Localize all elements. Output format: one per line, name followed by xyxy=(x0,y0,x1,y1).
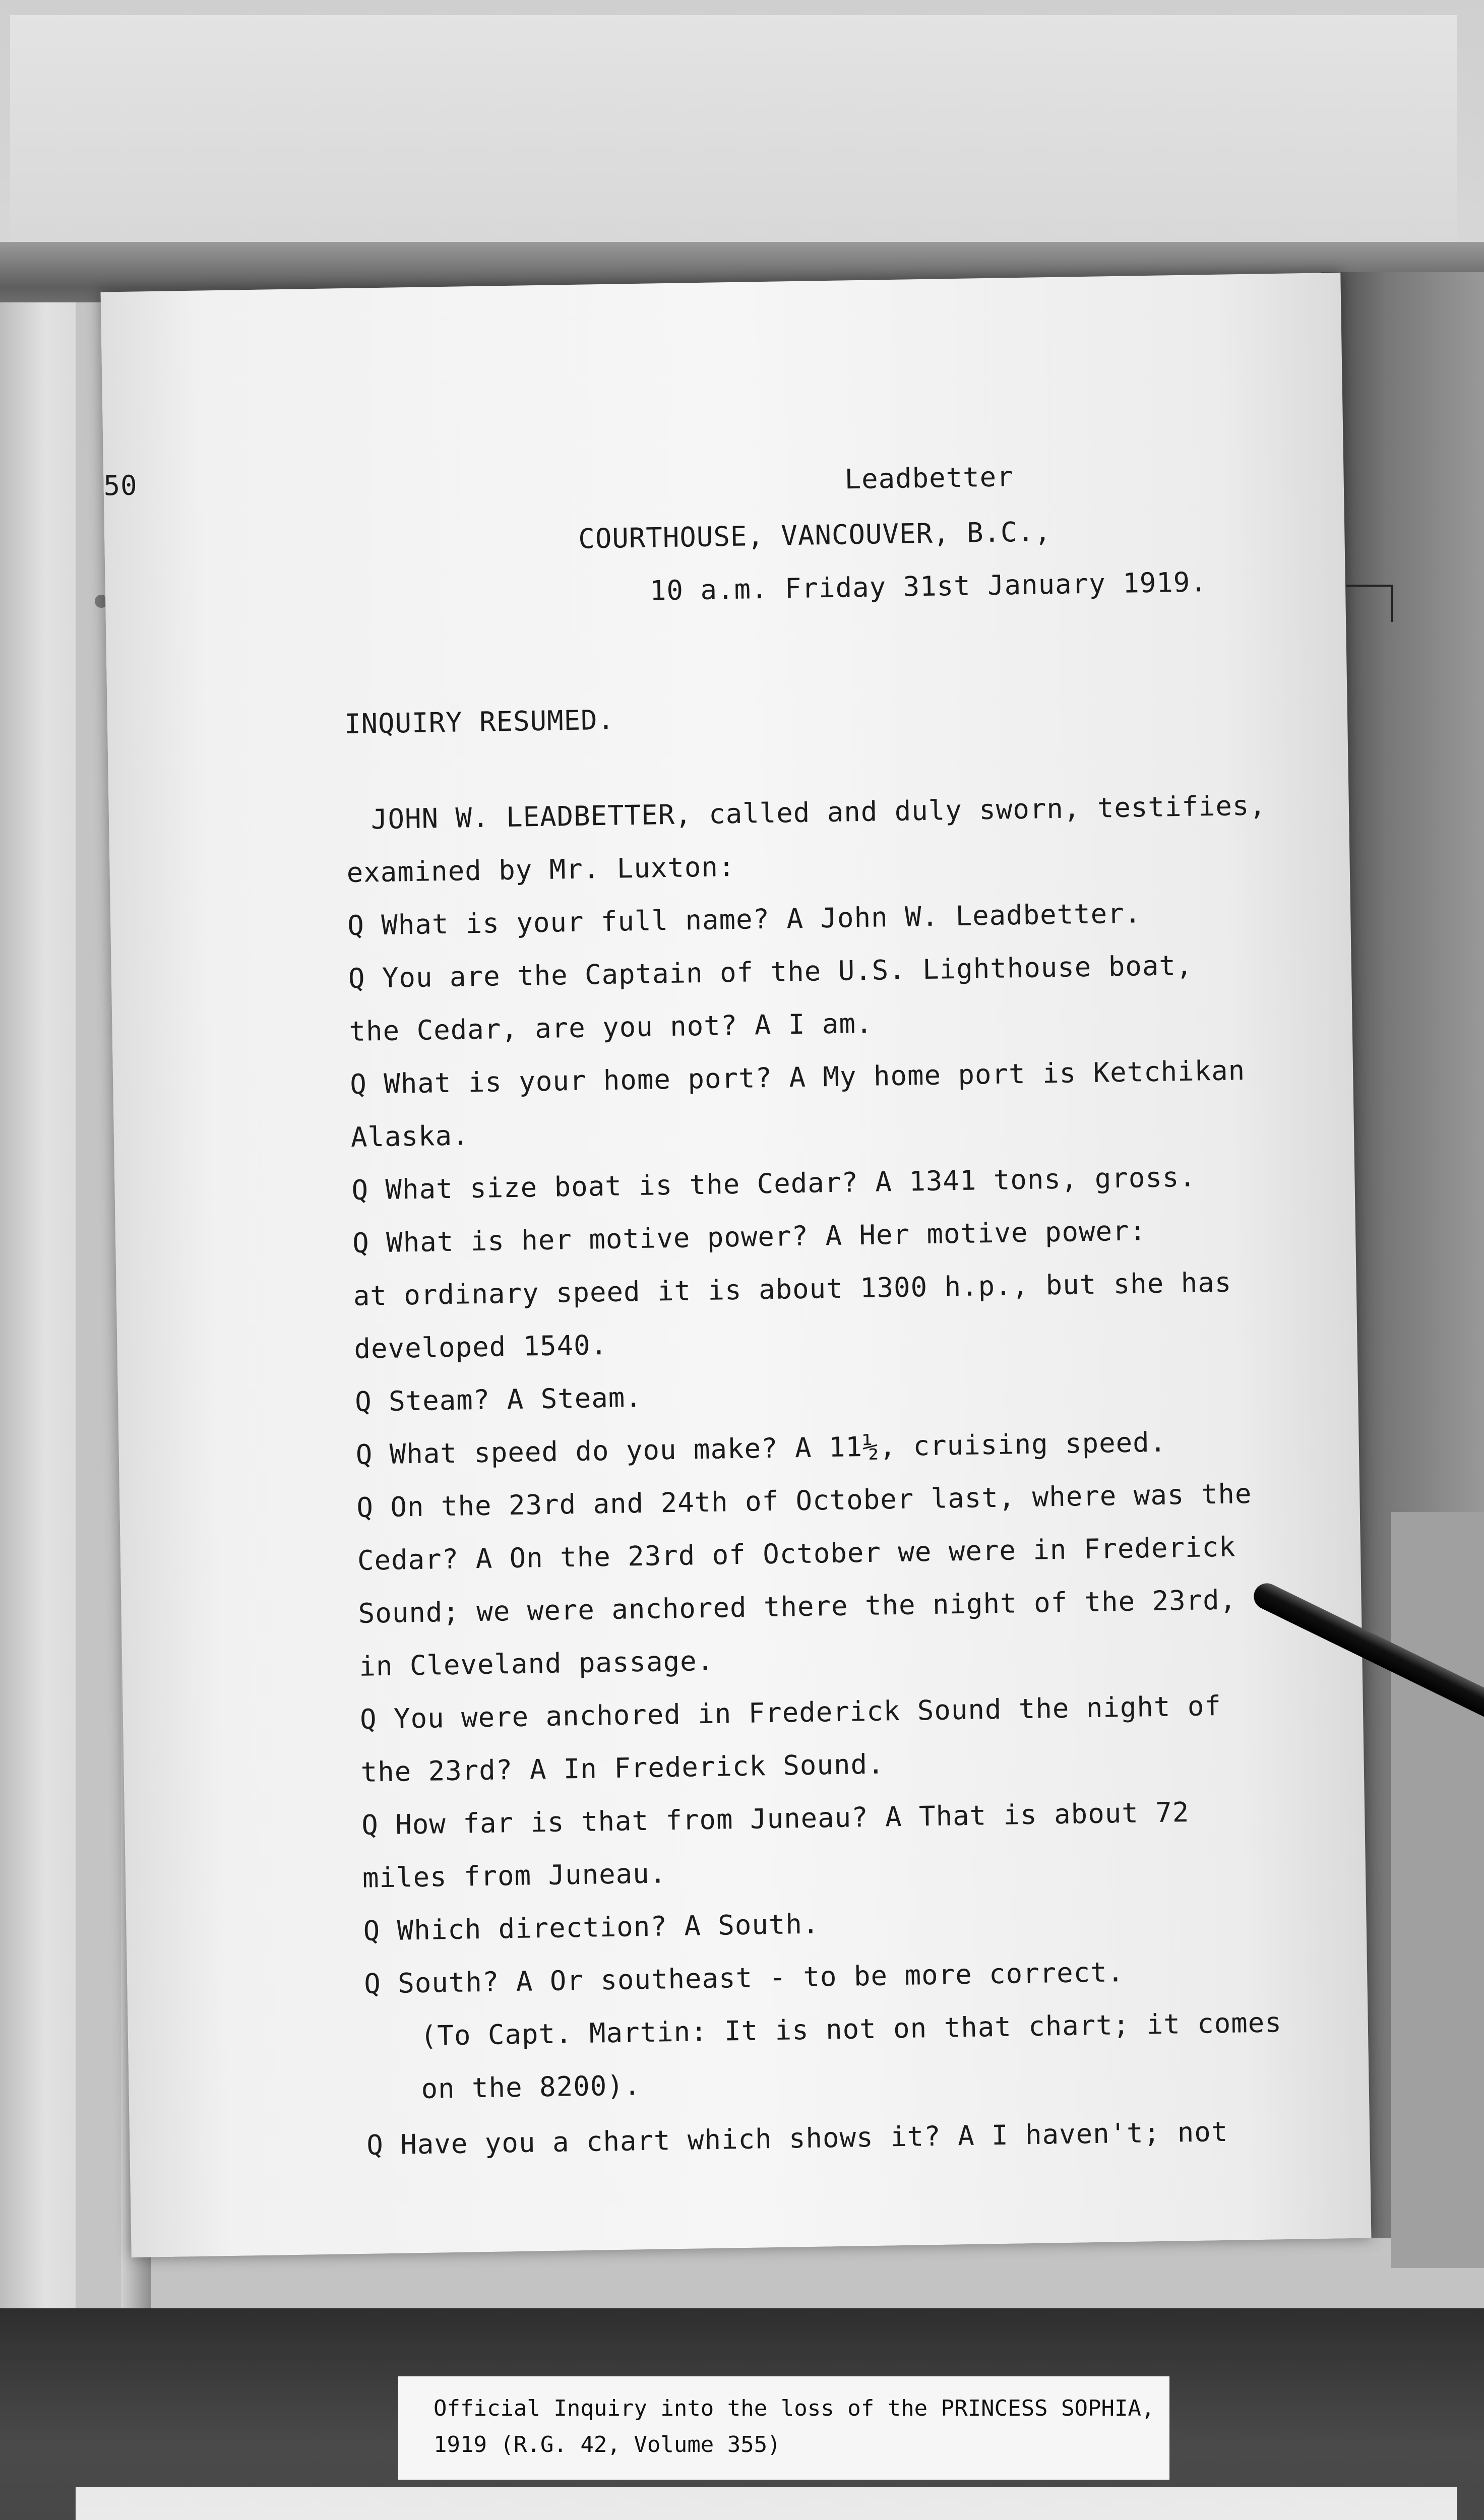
text-line: Cedar? A On the 23rd of October we were in Frederick xyxy=(357,1531,1236,1577)
text-line: Q What is your full name? A John W. Leadbetter. xyxy=(347,897,1142,942)
text-line: Q Have you a chart which shows it? A I haven't; not xyxy=(366,2115,1228,2161)
text-line: (To Capt. Martin: It is not on that chart; it comes xyxy=(420,2006,1282,2052)
location: COURTHOUSE, VANCOUVER, B.C., xyxy=(578,515,1052,555)
corner-mark-icon xyxy=(1346,585,1393,622)
text-line: Q What size boat is the Cedar? A 1341 tons, gross. xyxy=(351,1161,1197,1206)
text-line: Q On the 23rd and 24th of October last, where was the xyxy=(356,1477,1252,1524)
text-line: the Cedar, are you not? A I am. xyxy=(349,1007,873,1047)
text-line: Q How far is that from Juneau? A That is about 72 xyxy=(361,1796,1190,1841)
archives-card xyxy=(76,2487,1457,2520)
text-line: Q What is your home port? A My home port is Ketchikan xyxy=(349,1054,1246,1100)
caption-line: Official Inquiry into the loss of the PRINCESS SOPHIA, xyxy=(434,2396,1155,2421)
heading: INQUIRY RESUMED. xyxy=(344,704,615,740)
text-line: Q Which direction? A South. xyxy=(363,1908,820,1947)
text-line: Q What is her motive power? A Her motive power: xyxy=(352,1215,1147,1259)
caption-line: 1919 (R.G. 42, Volume 355) xyxy=(434,2432,781,2458)
text-line: examined by Mr. Luxton: xyxy=(346,850,735,889)
text-line: Q What speed do you make? A 11½, cruising speed. xyxy=(355,1426,1167,1471)
text-line: Q Steam? A Steam. xyxy=(354,1381,643,1418)
text-line: at ordinary speed it is about 1300 h.p., but she has xyxy=(353,1266,1232,1312)
right-panel xyxy=(1391,1512,1484,2268)
text-line: developed 1540. xyxy=(354,1329,608,1365)
caption-label xyxy=(398,2376,1169,2480)
text-line: Q You were anchored in Frederick Sound the night of xyxy=(359,1689,1222,1735)
text-line: JOHN W. LEADBETTER, called and duly sworn, testifies, xyxy=(370,789,1267,836)
text-line: on the 8200). xyxy=(421,2069,641,2105)
text-line: in Cleveland passage. xyxy=(358,1645,714,1682)
page-number: 50 xyxy=(103,469,138,502)
text-line: Sound; we were anchored there the night of the 23rd, xyxy=(358,1584,1237,1629)
witness-name: Leadbetter xyxy=(844,461,1014,495)
text-line: miles from Juneau. xyxy=(362,1857,667,1894)
text-line: Alaska. xyxy=(350,1119,469,1153)
text-line: Q You are the Captain of the U.S. Lighthouse boat, xyxy=(348,949,1193,995)
typed-page xyxy=(101,273,1372,2257)
datetime: 10 a.m. Friday 31st January 1919. xyxy=(649,566,1208,607)
text-line: Q South? A Or southeast - to be more correct. xyxy=(363,1956,1125,2000)
text-line: the 23rd? A In Frederick Sound. xyxy=(360,1748,885,1788)
